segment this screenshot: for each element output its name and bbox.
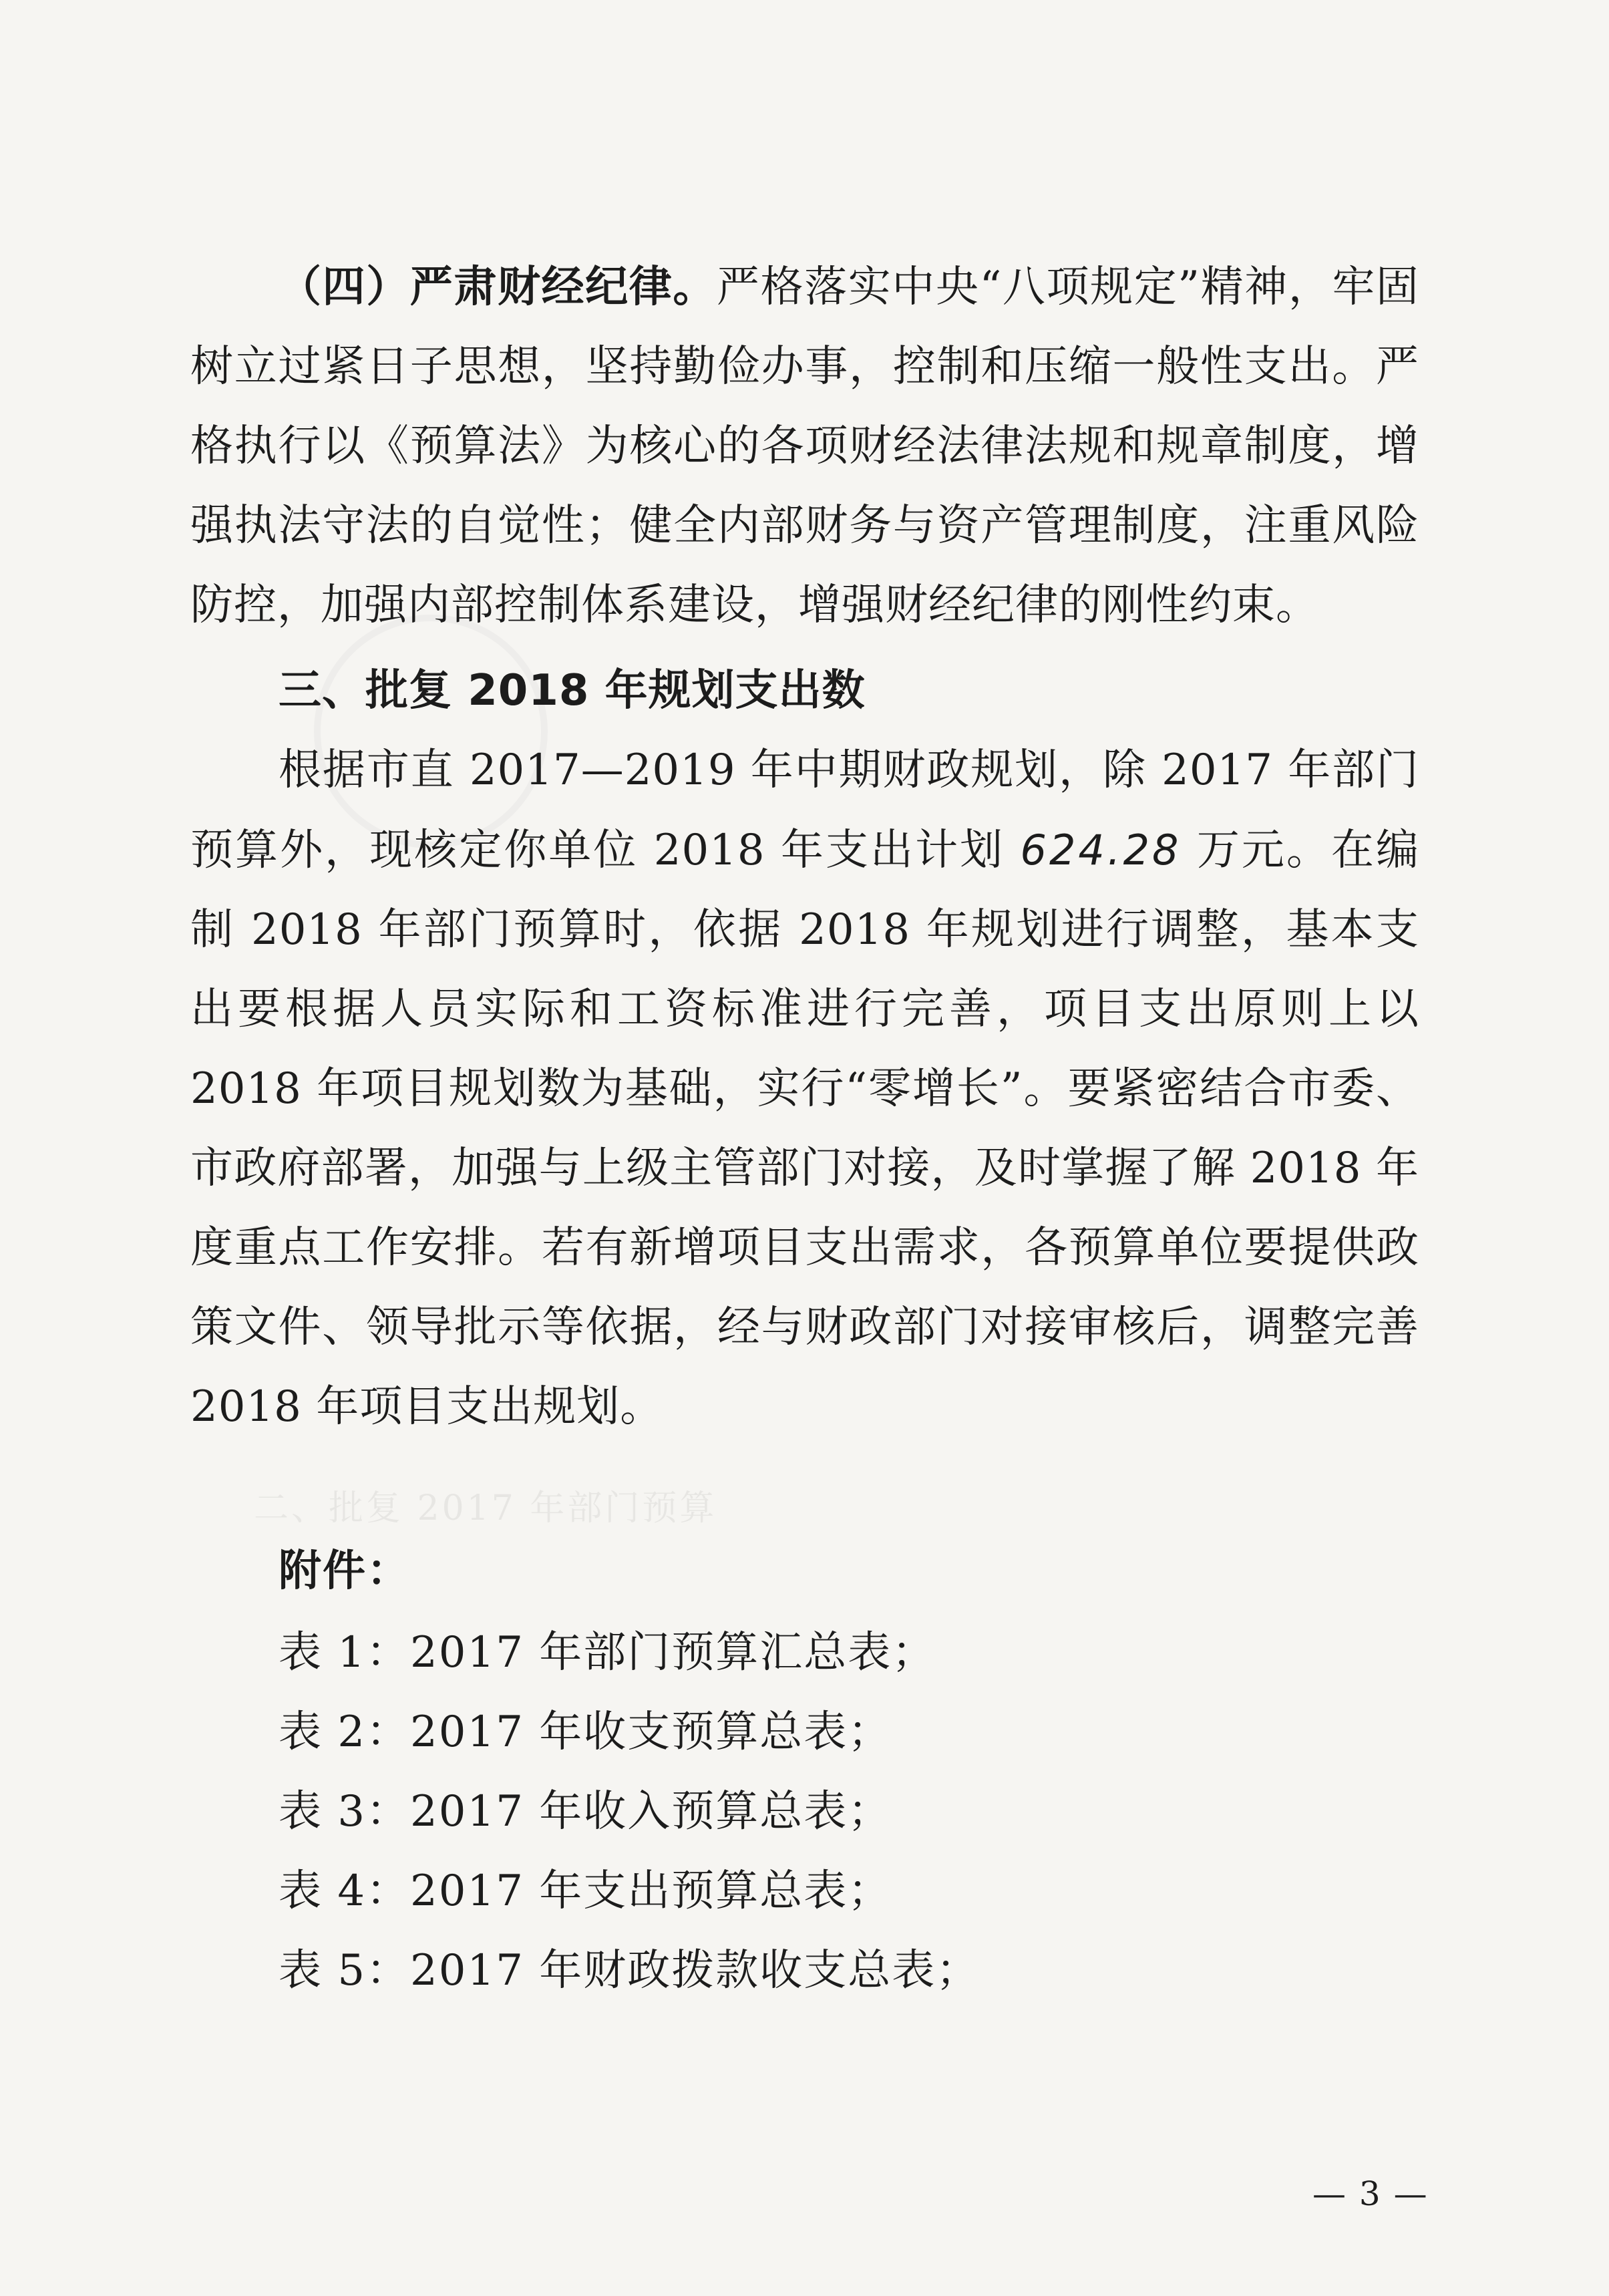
bleed-through-text: 二、批复 2017 年部门预算	[254, 1488, 717, 1528]
attachments-label: 附件：	[279, 1546, 411, 1596]
section-four-body: 严格落实中央“八项规定”精神，牢固树立过紧日子思想，坚持勤俭办事，控制和压缩一般性支出。严格执行以《预算法》为核心的各项财经法律法规和规章制度，增强执法守法的自觉性；健全内部财务与资产管理制度，注重风险防控，加强内部控制体系建设，增强财经纪律的刚性约束。	[190, 263, 1420, 630]
section-three-body-after: 万元。在编制 2018 年部门预算时，依据 2018 年规划进行调整，基本支出要根据人员实际和工资标准进行完善，项目支出原则上以 2018 年项目规划数为基础，实行“零增长”。要紧密结合市委、市政府部署，加强与上级主管部门对接，及时掌握了解 2018 年度重点工作安排。若有新增项目支出需求，各预算单位要提供政策文件、领导批示等依据，经与财政部门对接审核后，调整完善 2018 年项目支出规划。	[190, 826, 1420, 1432]
attachment-item: 表 2：2017 年收支预算总表；	[279, 1707, 892, 1757]
attachment-item: 表 4：2017 年支出预算总表；	[279, 1866, 892, 1916]
attachment-item: 表 5：2017 年财政拨款收支总表；	[279, 1946, 980, 1995]
section-three-title: 三、批复 2018 年规划支出数	[279, 666, 866, 715]
section-three-body-before: 根据市直 2017—2019 年中期财政规划，除 2017 年部门预算外，现核定你单位 2018 年支出计划	[190, 746, 1419, 875]
section-three-paragraph	[190, 731, 1419, 1447]
page-number: — 3 —	[1312, 2174, 1429, 2213]
section-three	[190, 651, 1419, 1447]
attachment-item: 表 1：2017 年部门预算汇总表；	[279, 1628, 936, 1677]
section-four-paragraph	[190, 247, 1419, 645]
attachment-item: 表 3：2017 年收入预算总表；	[279, 1787, 892, 1836]
handwritten-amount: 624.28	[1020, 826, 1182, 874]
section-four-heading: （四）严肃财经纪律。	[279, 262, 717, 312]
section-four	[190, 247, 1419, 645]
